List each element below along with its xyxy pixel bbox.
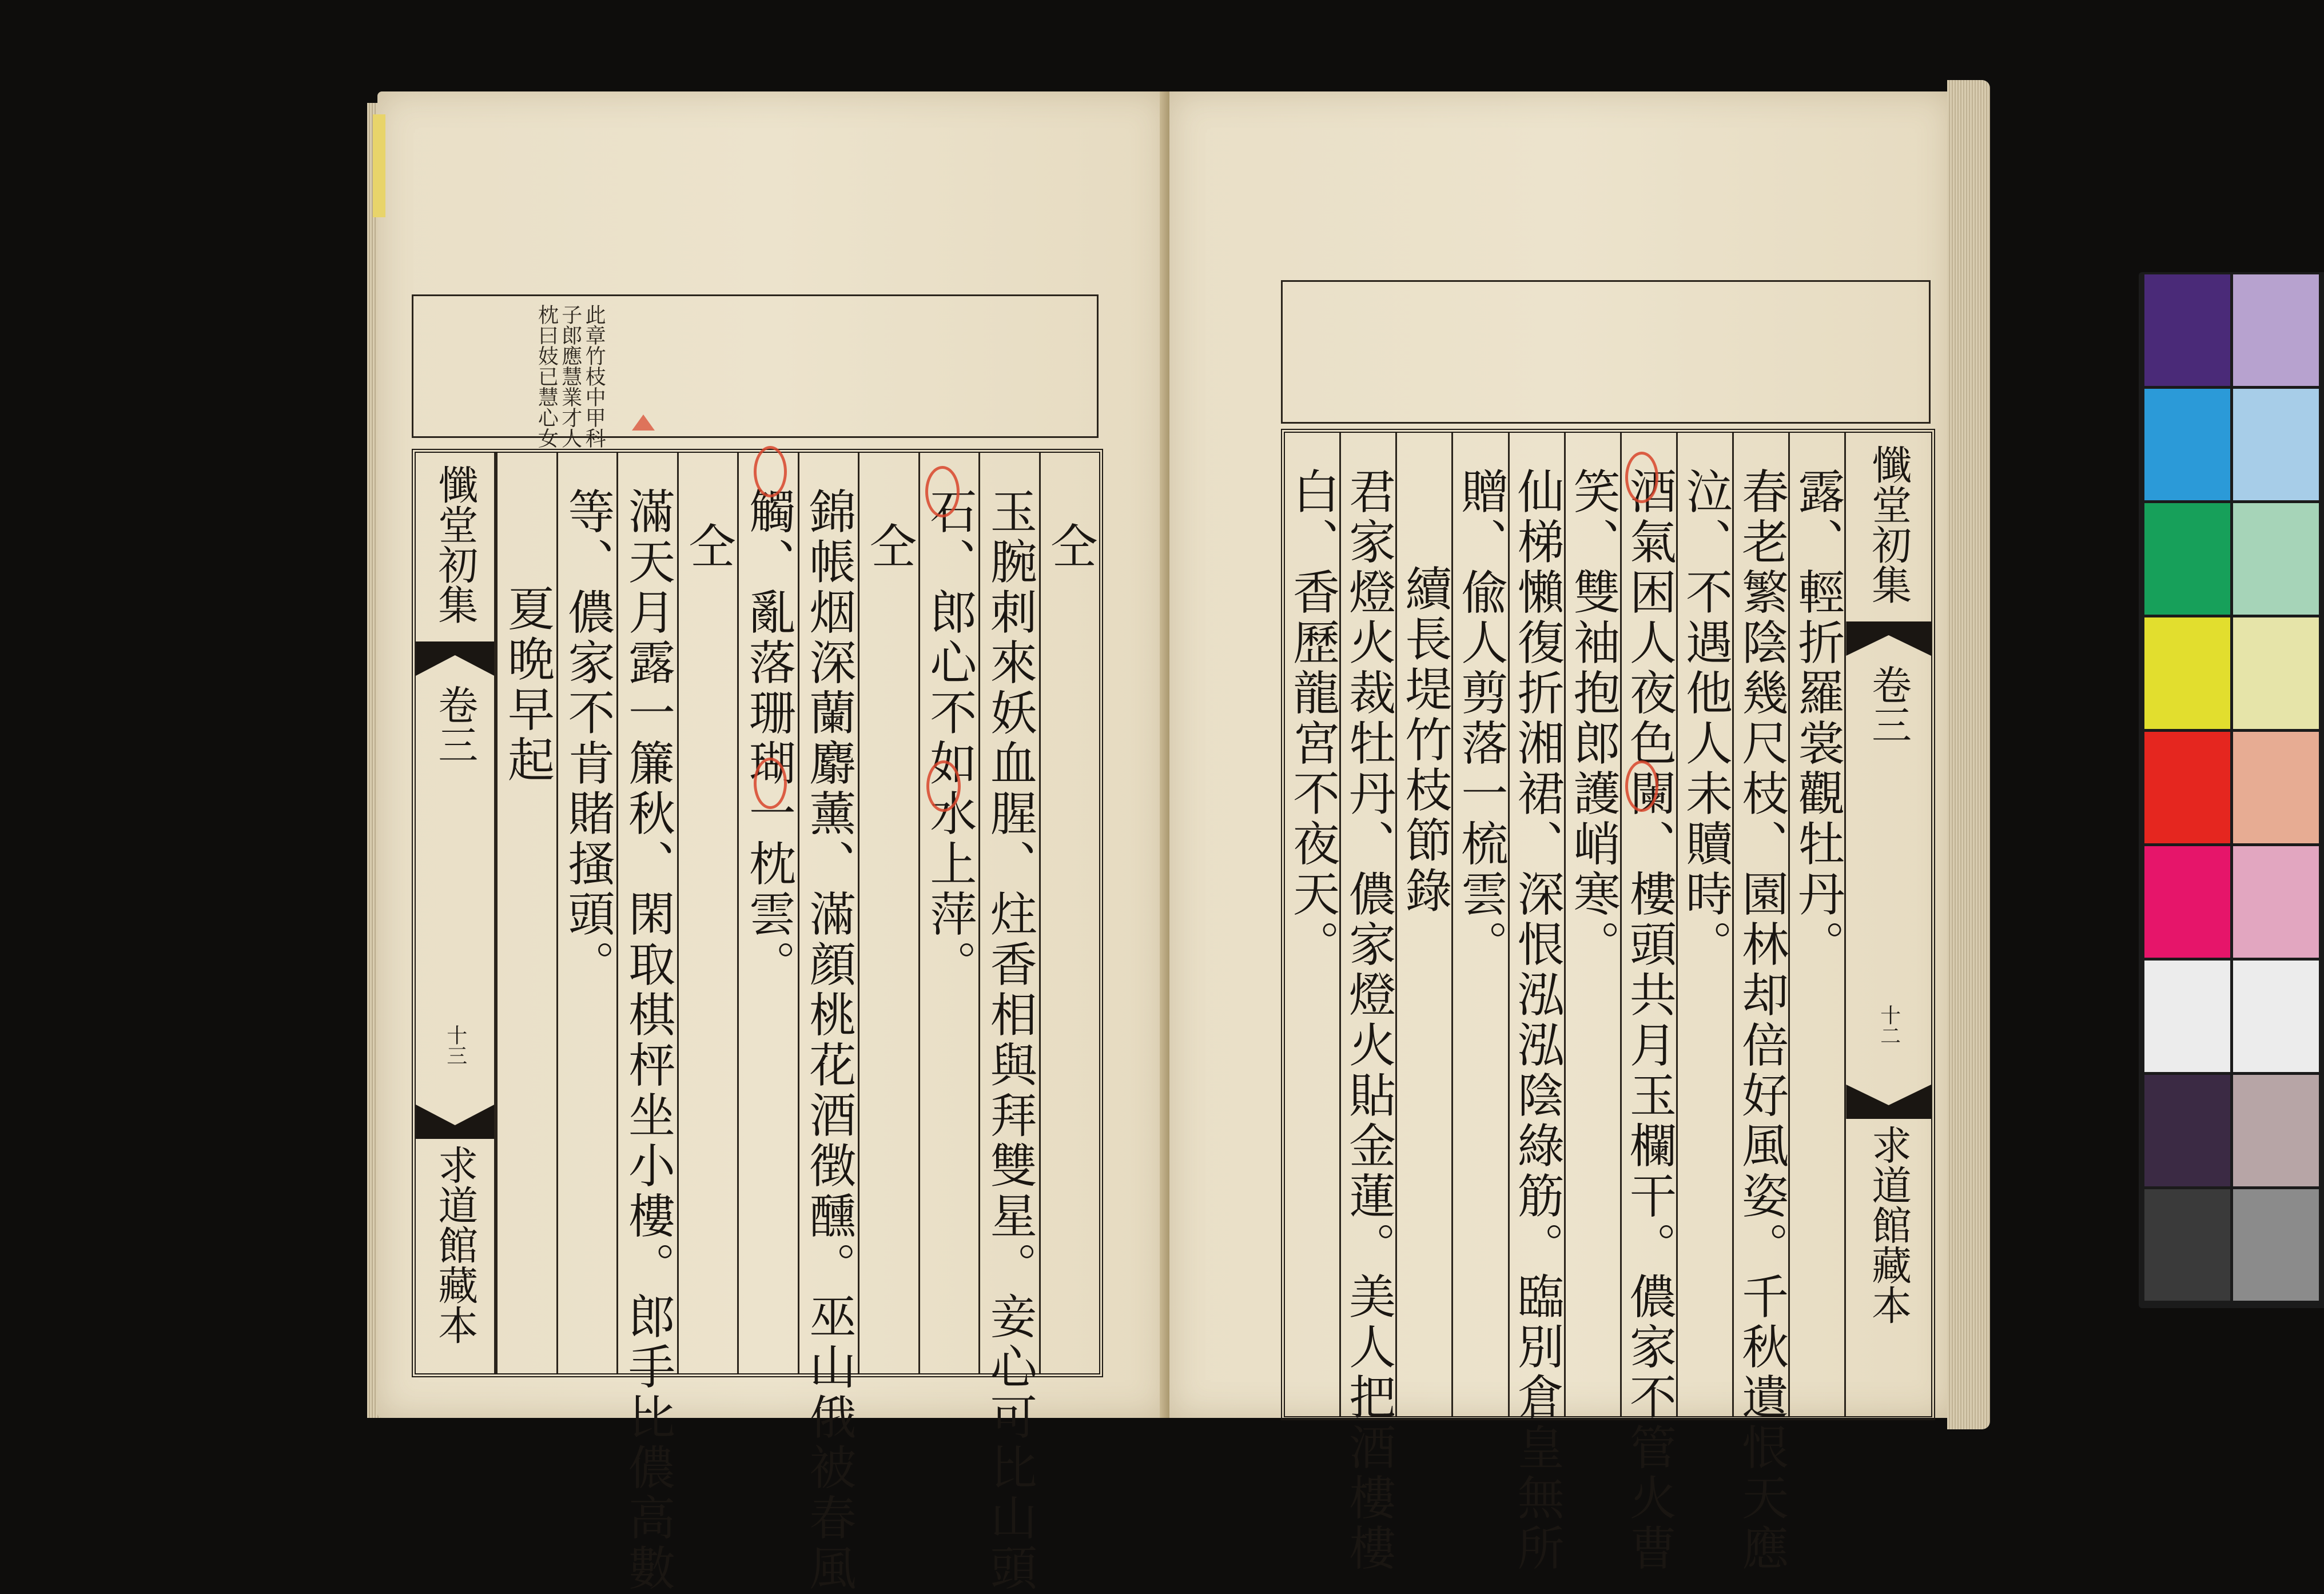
text-column bbox=[1039, 453, 1099, 1373]
text-column bbox=[1564, 433, 1620, 1416]
fishtail-top bbox=[416, 641, 494, 676]
column-text: 泣、不遇他人未贖時。 bbox=[1678, 467, 1733, 970]
red-triangle-mark bbox=[632, 415, 655, 431]
column-text: 滿天月露一簾秋、閑取棋枰坐小樓。郎手比儂高數 bbox=[620, 487, 675, 1594]
column-text: 仙梯懶復折湘裙、深恨泓泓陰綠筋。臨別倉皇無所 bbox=[1510, 467, 1565, 1574]
color-swatch bbox=[2144, 503, 2230, 615]
red-circle-mark bbox=[1625, 452, 1658, 503]
color-swatch bbox=[2233, 961, 2319, 1072]
text-column bbox=[978, 453, 1038, 1594]
color-swatch bbox=[2233, 1189, 2319, 1301]
color-swatch bbox=[2144, 389, 2230, 500]
text-column bbox=[1732, 433, 1789, 1574]
color-swatch bbox=[2233, 274, 2319, 386]
column-text: 酒氣困人夜色闌、樓頭共月玉欄干。儂家不管火曹 bbox=[1622, 467, 1677, 1574]
color-swatch bbox=[2233, 846, 2319, 958]
color-swatch bbox=[2144, 274, 2230, 386]
text-column bbox=[1508, 433, 1565, 1574]
banxin-page-number: 十二 bbox=[1877, 1005, 1901, 1046]
column-text: 春老繁陰幾尺枝、園林却倍好風姿。千秋遺恨天應 bbox=[1734, 467, 1789, 1574]
red-circle-mark bbox=[925, 466, 960, 517]
head-note-line-2: 子郎應慧業才人 bbox=[558, 304, 582, 448]
text-column bbox=[1451, 433, 1507, 1416]
text-column bbox=[1285, 433, 1339, 1416]
head-note-line-3: 此章竹枝中甲科 bbox=[582, 304, 606, 448]
fishtail-top bbox=[1846, 621, 1931, 656]
right-text-frame bbox=[1281, 429, 1935, 1574]
column-text: 仝 bbox=[862, 521, 917, 572]
right-banxin bbox=[1844, 433, 1931, 1416]
color-swatch bbox=[2233, 503, 2319, 615]
text-column bbox=[1676, 433, 1732, 1416]
yellow-tab bbox=[373, 114, 385, 217]
column-text: 石、郎心不如水上萍。 bbox=[922, 487, 977, 990]
text-column bbox=[556, 453, 616, 1373]
book-fore-edge bbox=[1947, 80, 1990, 1429]
color-swatch bbox=[2144, 1075, 2230, 1186]
text-column bbox=[798, 453, 858, 1594]
column-text: 贈、偸人剪落一梳雲。 bbox=[1453, 467, 1508, 970]
head-box bbox=[1281, 280, 1931, 424]
column-text: 仝 bbox=[1042, 521, 1097, 572]
column-text: 等、儂家不肯賭搔頭。 bbox=[560, 487, 615, 990]
color-swatch bbox=[2144, 617, 2230, 729]
column-text: 玉腕刺來妖血腥、炷香相與拜雙星。妾心可比山頭 bbox=[982, 487, 1037, 1594]
fishtail-bottom bbox=[416, 1105, 494, 1139]
column-text: 錦帳烟深蘭麝薰、滿顔桃花酒徴醺。巫山俄被春風 bbox=[801, 487, 856, 1594]
text-column bbox=[1620, 433, 1677, 1574]
text-column bbox=[1395, 433, 1451, 1416]
color-swatch bbox=[2144, 846, 2230, 958]
column-text: 仝 bbox=[681, 521, 735, 572]
text-column bbox=[918, 453, 978, 1373]
color-swatch bbox=[2233, 617, 2319, 729]
text-column bbox=[858, 453, 918, 1373]
banxin-volume: 卷三 bbox=[1865, 664, 1912, 744]
banxin-studio: 求道館藏本 bbox=[431, 1145, 479, 1345]
left-page bbox=[377, 91, 1167, 1594]
column-text: 觸、亂落珊瑚一枕雲。 bbox=[741, 487, 796, 990]
banxin-page-number: 十三 bbox=[443, 1025, 467, 1066]
red-circle-mark bbox=[926, 760, 961, 812]
red-circle-mark bbox=[754, 446, 787, 497]
text-column bbox=[616, 453, 676, 1594]
text-column bbox=[677, 453, 737, 1373]
head-note bbox=[535, 304, 606, 448]
column-text: 白、香歷龍宮不夜天。 bbox=[1285, 467, 1340, 970]
color-swatch bbox=[2144, 961, 2230, 1072]
head-box bbox=[412, 294, 1099, 438]
column-text: 笑、雙袖抱郎護峭寒。 bbox=[1566, 467, 1621, 970]
color-swatch bbox=[2144, 732, 2230, 843]
right-page bbox=[1169, 91, 1953, 1574]
banxin-studio: 求道館藏本 bbox=[1865, 1125, 1912, 1325]
fishtail-bottom bbox=[1846, 1085, 1931, 1119]
column-text: 續長堤竹枝節錄 bbox=[1397, 564, 1452, 916]
color-swatch bbox=[2233, 389, 2319, 500]
column-text: 君家燈火裁牡丹、儂家燈火貼金蓮。美人把酒樓樓 bbox=[1341, 467, 1396, 1574]
open-book bbox=[377, 80, 1990, 1594]
left-banxin bbox=[416, 453, 496, 1373]
color-swatch bbox=[2144, 1189, 2230, 1301]
banxin-title: 懺堂初集 bbox=[431, 464, 479, 624]
color-swatch bbox=[2233, 732, 2319, 843]
text-column bbox=[1339, 433, 1396, 1574]
column-text: 夏晩早起 bbox=[500, 584, 555, 786]
text-column bbox=[1788, 433, 1844, 1416]
banxin-title: 懺堂初集 bbox=[1865, 444, 1912, 604]
red-circle-mark bbox=[754, 758, 787, 809]
red-circle-mark bbox=[1625, 760, 1658, 812]
banxin-volume: 卷三 bbox=[431, 684, 479, 764]
column-text: 露、輕折羅裳觀牡丹。 bbox=[1790, 467, 1845, 970]
color-swatch bbox=[2233, 1075, 2319, 1186]
head-note-line-1: 枕曰妓已慧心女 bbox=[535, 304, 559, 448]
text-column bbox=[737, 453, 797, 1373]
left-text-frame bbox=[412, 449, 1103, 1594]
text-column bbox=[496, 453, 556, 1373]
